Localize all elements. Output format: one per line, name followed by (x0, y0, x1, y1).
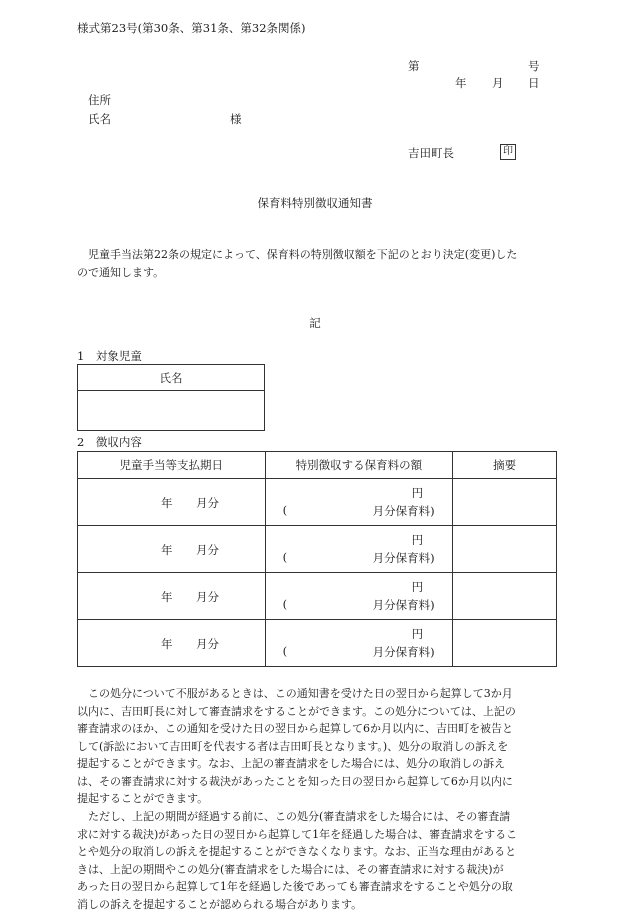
notice1-line: 審査請求のほか、この通知を受けた日の翌日から起算して6か月以内に、吉田町を被告と (77, 722, 513, 735)
amount-month-fee: 月分保育料) (372, 504, 435, 518)
amount-paren: ( (282, 597, 288, 611)
intro-line-2: ので通知します。 (77, 266, 165, 279)
date-day: 日 (528, 76, 540, 90)
amount-yen: 円 (411, 486, 424, 500)
remarks-cell (453, 573, 557, 620)
amount-yen: 円 (411, 627, 424, 641)
collection-row (78, 479, 557, 526)
appeal-notice-1 (77, 685, 557, 808)
amount-cell (265, 479, 453, 526)
appeal-notice-2 (77, 808, 557, 913)
amount-paren: ( (282, 503, 288, 517)
notice1-line: して(訴訟において吉田町を代表する者は吉田町長となります。)、処分の取消しの訴えを (77, 739, 509, 753)
notice1-line: 以内に、吉田町長に対して審査請求をすることができます。この処分については、上記の (77, 704, 516, 718)
ki-mark: 記 (309, 316, 321, 330)
amount-yen: 円 (411, 533, 424, 547)
target-child-table (77, 364, 265, 431)
doc-number-suffix: 号 (528, 59, 540, 73)
payment-date-cell (78, 573, 266, 620)
seal-text: 印 (503, 146, 513, 157)
payment-year: 年 (161, 590, 173, 604)
amount-paren: ( (282, 550, 288, 564)
child-name-header: 氏名 (78, 365, 265, 391)
seal-box (500, 144, 516, 160)
payment-month: 月分 (196, 590, 219, 604)
remarks-cell (453, 479, 557, 526)
notice1-line: この処分について不服があるときは、この通知書を受けた日の翌日から起算して3か月 (88, 687, 513, 700)
notice1-line: 提起することができます。 (77, 792, 209, 805)
date-year: 年 (455, 76, 467, 90)
payment-month: 月分 (196, 543, 219, 557)
remarks-cell (453, 526, 557, 573)
section2-heading: 2 徴収内容 (77, 435, 142, 449)
amount-cell (265, 526, 453, 573)
notice1-line: は、その審査請求に対する裁決があったことを知った日の翌日から起算して6か月以内に (77, 774, 513, 788)
collection-table (77, 451, 557, 667)
remarks-cell (453, 620, 557, 667)
name-label: 氏名 (88, 112, 111, 126)
amount-paren: ( (282, 644, 288, 658)
child-name-cell (78, 391, 265, 431)
amount-month-fee: 月分保育料) (372, 551, 435, 565)
payment-year: 年 (161, 496, 173, 510)
column-header-payment-date: 児童手当等支払期日 (78, 452, 266, 479)
form-number: 様式第23号(第30条、第31条、第32条関係) (77, 21, 306, 35)
doc-number-prefix: 第 (408, 59, 420, 73)
notice2-line: あった日の翌日から起算して1年を経過した後であっても審査請求をすることや処分の取 (77, 880, 513, 893)
column-header-amount: 特別徴収する保育料の額 (265, 452, 453, 479)
notice2-line: 求に対する裁決)があった日の翌日から起算して1年を経過した場合は、審査請求をするこ (77, 827, 518, 841)
notice2-line: とや処分の取消しの訴えを提起することができなくなります。なお、正当な理由があると (77, 845, 517, 858)
amount-cell (265, 620, 453, 667)
payment-date-cell (78, 526, 266, 573)
issuer-title: 吉田町長 (408, 146, 454, 160)
section1-heading: 1 対象児童 (77, 349, 142, 363)
collection-row (78, 620, 557, 667)
intro-line-1: 児童手当法第22条の規定によって、保育料の特別徴収額を下記のとおり決定(変更)した (88, 248, 518, 261)
amount-yen: 円 (411, 580, 424, 594)
payment-date-cell (78, 620, 266, 667)
honorific: 様 (230, 112, 242, 126)
collection-row (78, 573, 557, 620)
column-header-remarks: 摘要 (453, 452, 557, 479)
payment-month: 月分 (196, 637, 219, 651)
collection-row (78, 526, 557, 573)
amount-month-fee: 月分保育料) (372, 598, 435, 612)
date-month: 月 (492, 76, 504, 90)
notice2-line: きは、上記の期間やこの処分(審査請求をした場合には、その審査請求に対する裁決)が (77, 862, 504, 876)
address-label: 住所 (88, 93, 111, 107)
payment-date-cell (78, 479, 266, 526)
payment-month: 月分 (196, 496, 219, 510)
payment-year: 年 (161, 637, 173, 651)
document-title: 保育料特別徴収通知書 (257, 196, 373, 210)
payment-year: 年 (161, 543, 173, 557)
notice1-line: 提起することができます。なお、上記の審査請求をした場合には、処分の取消しの訴え (77, 757, 506, 770)
notice2-line: ただし、上記の期間が経過する前に、この処分(審査請求をした場合には、その審査請 (88, 810, 511, 823)
notice2-line: 消しの訴えを提起することが認められる場合があります。 (77, 897, 363, 911)
amount-month-fee: 月分保育料) (372, 645, 435, 659)
amount-cell (265, 573, 453, 620)
